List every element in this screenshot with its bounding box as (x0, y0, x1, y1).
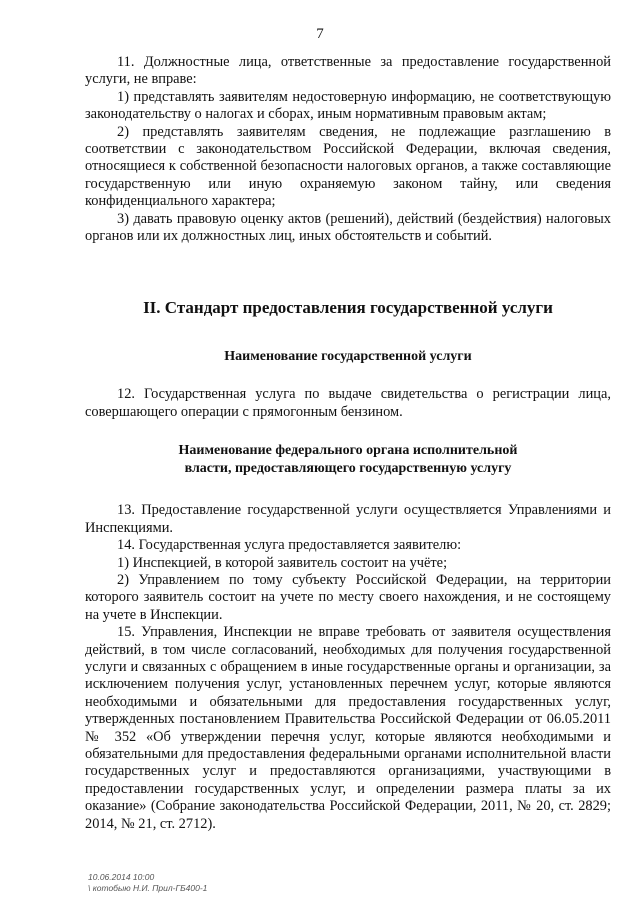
paragraph-11-item-3: 3) давать правовую оценку актов (решений), действий (бездействия) налоговых органов или их должностных лиц, иных обстоятельств и событий. (85, 210, 611, 245)
section-title: II. Стандарт предоставления государственной услуги (143, 298, 553, 318)
subheading-federal-body-line-2: власти, предоставляющего государственную услугу (184, 461, 512, 477)
paragraph-11: 11. Должностные лица, ответственные за предоставление государственной услуги, не вправе: (85, 54, 611, 88)
paragraph-14-item-1: 1) Инспекцией, в которой заявитель состоит на учёте; (117, 554, 448, 571)
footer-timestamp: 10.06.2014 10:00 (88, 872, 155, 882)
paragraph-13: 13. Предоставление государственной услуги осуществляется Управлениями и Инспекциями. (85, 502, 611, 536)
page-number: 7 (316, 26, 324, 42)
subheading-service-name: Наименование государственной услуги (224, 349, 472, 365)
subheading-federal-body-line-1: Наименование федерального органа исполнительной (178, 443, 518, 459)
footer-file-ref: \ котобыю Н.И. Прил-ГБ400-1 (88, 882, 208, 893)
subheading-federal-body (85, 442, 611, 478)
paragraph-11-item-1: 1) представлять заявителям недостоверную информацию, не соответствующую законодательству о налогах и сборах, иным нормативным правовым актам; (85, 88, 611, 123)
paragraph-14-item-2: 2) Управлением по тому субъекту Российской Федерации, на территории которого заявитель состоит на учете по месту своего нахождения, и не состоящему на учете в Инспекции. (85, 571, 611, 623)
document-footer (88, 872, 207, 893)
paragraph-15: 15. Управления, Инспекции не вправе требовать от заявителя осуществления действий, в том числе согласований, необходимых для получения государственной услуги и связанных с обращением в иные государственные органы и организации, за исключением получения услуг, установленных перечнем услуг, которые являются необходимыми и обязательными для предоставления государственных услуг, утвержденных постановлением Правительства Российской Федерации от 06.05.2011 № 352 «Об утверждении перечня услуг, которые являются необходимыми и обязательными для предоставления федеральными органами исполнительной власти государственных услуг и предоставляются организациями, участвующими в предоставлении государственных услуг, и определении размера платы за их оказание» (Собрание законодательства Российской Федерации, 2011, № 20, ст. 2829; 2014, № 21, ст. 2712). (85, 624, 611, 832)
document-body (85, 54, 611, 833)
paragraph-14: 14. Государственная услуга предоставляется заявителю: (117, 537, 462, 554)
paragraph-12: 12. Государственная услуга по выдаче свидетельства о регистрации лица, совершающего операции с прямогонным бензином. (85, 386, 611, 420)
paragraph-11-item-2: 2) представлять заявителям сведения, не подлежащие разглашению в соответствии с законодательством Российской Федерации, включая сведения, относящиеся к собственной безопасности налоговых органов, а также составляющие государственную или иную охраняемую законом тайну, или сведения конфиденциального характера; (85, 123, 611, 210)
